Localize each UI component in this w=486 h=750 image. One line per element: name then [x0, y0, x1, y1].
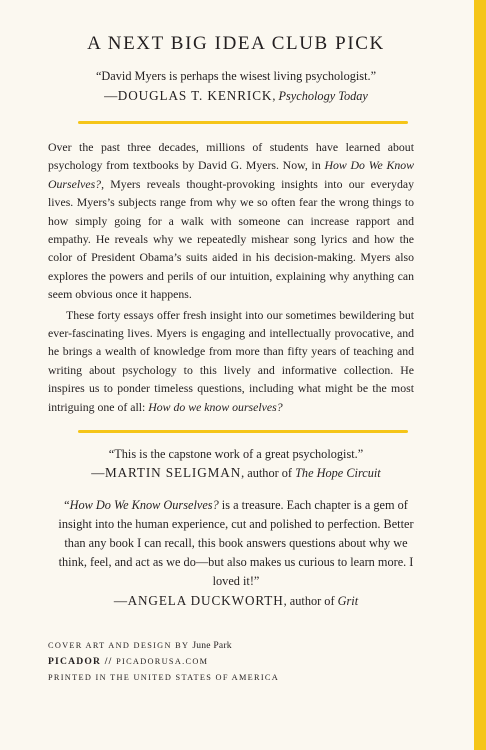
- duckworth-book-title: How Do We Know Ourselves?: [69, 498, 219, 512]
- description-paragraph-1: [48, 138, 414, 304]
- attribution-dash: —: [113, 593, 128, 608]
- attribution-source: Psychology Today: [278, 89, 368, 103]
- publisher-name: PICADOR: [48, 656, 102, 667]
- printed-line: PRINTED IN THE UNITED STATES OF AMERICA: [48, 673, 280, 682]
- divider-bottom: [78, 430, 408, 433]
- attribution-book: The Hope Circuit: [295, 466, 381, 480]
- description-p2-start: These forty essays offer fresh insight into our sometimes bewildering but ever-fascinating lives. Myers is engaging and intellectually provocative, and he brings a wealth of knowledge from more than fifty years of teaching and writing about psychology to this lively and informative collection. He inspires us to ponder timeless questions, including what might be the most intriguing one of all:: [48, 307, 414, 414]
- cover-credit-label: COVER ART AND DESIGN BY: [48, 641, 193, 650]
- cover-designer: June Park: [192, 640, 232, 651]
- attribution-separator: ,: [272, 89, 279, 103]
- attribution-name: DOUGLAS T. KENRICK: [117, 88, 273, 103]
- duckworth-quote: [0, 496, 472, 610]
- publisher-line: [48, 654, 348, 670]
- description-p1-start: Over the past three decades, millions of students have learned about psychology from textbooks by David G. Myers. Now, in: [48, 140, 414, 173]
- attribution-dash: —: [104, 88, 118, 103]
- description: [48, 138, 414, 416]
- attribution-author-of: , author of: [283, 594, 338, 608]
- top-quote-attribution: [0, 87, 472, 105]
- attribution-author-of: , author of: [241, 466, 296, 480]
- seligman-quote: [0, 446, 472, 482]
- seligman-quote-text: “This is the capstone work of a great psychologist.”: [108, 447, 364, 461]
- duckworth-quote-text: [51, 496, 421, 591]
- description-p1-rest: , Myers reveals thought-provoking insights into our everyday lives. Myers’s subjects range from why we so often fear the wrong things to how simply going for a walk with someone can increase rapport and empathy. He reveals why we repeatedly mishear song lyrics and how the color of President Obama’s suits aided in his decision-making. Myers also explores the powers and perils of our intuition, explaining why anything can seem obvious once it happens.: [48, 176, 414, 302]
- seligman-attribution: [0, 464, 472, 482]
- attribution-book: Grit: [337, 594, 359, 608]
- book-title-closing: How do we know ourselves?: [148, 399, 283, 414]
- duckworth-quote-body: is a treasure. Each chapter is a gem of insight into the human experience, cut and polished to perfection. Better than any book I can recall, this book answers questions about why we think, feel, and act as we do—but also makes us curious to learn more. I loved it!”: [58, 498, 414, 588]
- top-quote: [0, 68, 472, 105]
- publisher-separator: //: [101, 656, 117, 667]
- yellow-edge-strip: [474, 0, 486, 750]
- publisher-website[interactable]: PICADORUSA.COM: [116, 657, 209, 666]
- cover-credit: [48, 638, 348, 654]
- duckworth-attribution: [0, 592, 472, 610]
- attribution-name: ANGELA DUCKWORTH: [127, 593, 284, 608]
- attribution-dash: —: [91, 465, 105, 480]
- attribution-name: MARTIN SELIGMAN: [104, 465, 242, 480]
- top-quote-text: “David Myers is perhaps the wisest living psychologist.”: [95, 69, 377, 83]
- description-paragraph-2: [48, 306, 414, 416]
- headline: A NEXT BIG IDEA CLUB PICK: [87, 33, 385, 54]
- divider-top: [78, 121, 408, 124]
- credits: [48, 638, 348, 686]
- book-title-inline: How Do We Know Ourselves?: [48, 158, 414, 191]
- open-quote: “: [64, 498, 70, 512]
